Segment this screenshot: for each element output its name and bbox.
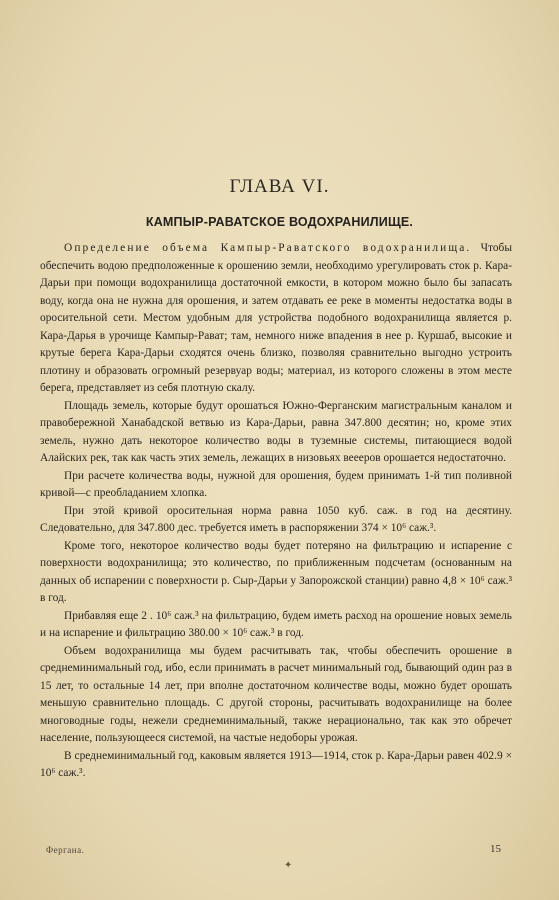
paragraph <box>40 538 512 608</box>
paragraph-text: Чтобы обеспечить водою предположенные к орошению земли, необходимо урегулировать сток р. Кара-Дарьи при помощи водохранилища достаточной емкости, в котором можно было бы запасать воду, когда она не нужна для орошения, и затем отдавать ее реке в моменты недостатка воды в оросительной сети. Местом удобным для устройства подобного водохранилища является р. Кара-Дарья в урочище Кампыр-Рават; там, немного ниже впадения в нее р. Куршаб, высокие и крутые берега Кара-Дарьи сходятся очень близко, позволяя сравнительно выгодно устроить плотину и образовать огромный резервуар воды; материал, из которого сложены в этом месте берега, представляет из себя плотную скалу. <box>40 242 512 394</box>
paragraph <box>40 240 512 398</box>
ink-speck-icon: ✦ <box>284 860 293 871</box>
paragraph <box>40 748 512 783</box>
paragraph <box>40 398 512 468</box>
paragraph <box>40 608 512 643</box>
paragraph-text: Кроме того, некоторое количество воды будет потеряно на фильтрацию и испарение с поверхности водохранилища; это количество, по приближенным подсчетам (основанным на данных об испарении с поверхности р. Сыр-Дарьи у Запорожской станции) равно 4,8 × 10⁶ саж.³ в год. <box>40 539 512 604</box>
page-number: 15 <box>490 843 501 855</box>
paragraph-text: Площадь земель, которые будут орошаться Южно-Ферганским магистральным каналом и правобережной Ханабадской ветвью из Кара-Дарьи, равна 347.800 десятин; но, кроме этих земель, нужно дать некоторое количество воды в туземные системы, питающиеся водой Алайских рек, так как часть этих земель, лежащих в низовьях веееров орошается недостаточно. <box>40 399 512 464</box>
chapter-title: ГЛАВА VI. <box>229 176 330 197</box>
paragraph-text: При расчете количества воды, нужной для орошения, будем принимать 1-й тип поливной кривой—с преобладанием хлопка. <box>40 469 512 499</box>
paragraph-text: При этой кривой оросительная норма равна 1050 куб. саж. в год на десятину. Следовательно, для 347.800 дес. требуется иметь в распоряжении 374 × 10⁶ саж.³. <box>40 504 512 534</box>
paragraph-text: В среднеминимальный год, каковым является 1913—1914, сток р. Кара-Дарьи равен 402.9 × 10⁶ саж.³. <box>40 749 512 779</box>
footer-signature: Фергана. <box>46 845 85 855</box>
body-text <box>40 240 512 783</box>
paragraph <box>40 468 512 503</box>
section-title: КАМПЫР-РАВАТСКОЕ ВОДОХРАНИЛИЩЕ. <box>145 215 414 229</box>
paragraph-text: Прибавляя еще 2 . 10⁶ саж.³ на фильтрацию, будем иметь расход на орошение новых земель и на испарение и фильтрацию 380.00 × 10⁶ саж.³ в год. <box>40 609 512 639</box>
paragraph-text: Объем водохранилища мы будем расчитывать так, чтобы обеспечить орошение в среднеминимальный год, ибо, если принимать в расчет минимальный год, бывающий один раз в 15 лет, то остальные 14 лет, при вполне достаточном количестве воды, можно будет орошать меньшую сравнительно площадь. С другой стороны, расчитывать водохранилище на более многоводные годы, нежели среднеминимальный, также нерационально, так как это обречет население, пользующееся системой, на частые недоборы урожая. <box>40 644 512 744</box>
paragraph <box>40 643 512 748</box>
paragraph <box>40 503 512 538</box>
paragraph-lead: Определение объема Кампыр-Раватского водохранилища. <box>64 242 472 254</box>
